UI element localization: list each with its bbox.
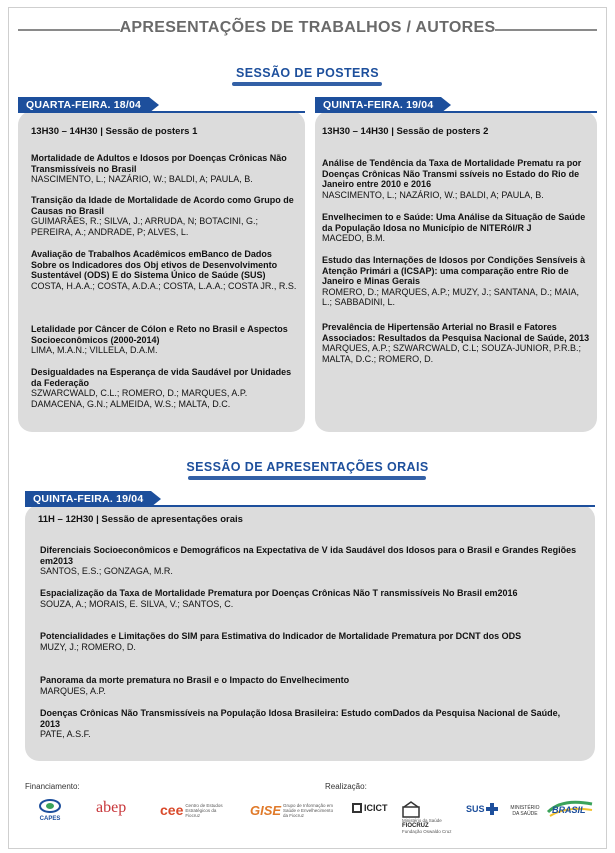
entry-authors: PATE, A.S.F.: [40, 729, 91, 740]
financiamento-label: Financiamento:: [25, 782, 80, 791]
entry-authors: NASCIMENTO, L.; NAZÁRIO, W.; BALDI, A; PAULA, B.: [31, 174, 253, 185]
session-heading-right: 13H30 – 14H30 | Sessão de posters 2: [322, 126, 489, 137]
entry-authors: ROMERO, D.; MARQUES, A.P.; MUZY, J.; SANTANA, D.; MAIA, L.; SABBADINI, L.: [322, 286, 580, 308]
fiocruz-logo-subtitle: Fundação Oswaldo Cruz: [402, 829, 452, 834]
entry-authors: SANTOS, E.S.; GONZAGA, M.R.: [40, 566, 173, 577]
gise-logo: [250, 803, 345, 818]
session-heading-left: 13H30 – 14H30 | Sessão de posters 1: [31, 126, 198, 137]
oral-entry: [40, 675, 580, 696]
entry-title: Envelhecimen to e Saúde: Uma Análise da Situação de Saúde da População Idosa no Município de NITERóI/R J: [322, 212, 586, 233]
entry-authors: LIMA, M.A.N.; VILLELA, D.A.M.: [31, 345, 158, 356]
entry-authors: SZWARCWALD, C.L.; ROMERO, D.; MARQUES, A.P. DAMACENA, G.N.; ALMEIDA, W.S.; MALTA, D.C.: [31, 388, 248, 409]
cee-logo-text: cee: [160, 802, 184, 818]
brasil-logo-text: BRASIL: [552, 805, 586, 815]
title-rule-right: [495, 29, 597, 31]
icict-mark-icon: [352, 803, 362, 813]
entry-authors: MACEDO, B.M.: [322, 233, 386, 244]
entry-authors: SOUZA, A.; MORAIS, E. SILVA, V.; SANTOS, C.: [40, 598, 234, 609]
capes-emblem-icon: [38, 798, 62, 814]
sus-logo-text: SUS: [466, 804, 485, 814]
poster-entry: [322, 322, 590, 364]
day-tag-right: QUINTA-FEIRA. 19/04: [315, 97, 441, 113]
ministerio-saude-logo: MINISTÉRIO DA SAÚDE: [510, 805, 540, 817]
brasil-logo: [546, 798, 594, 820]
poster-entry: [322, 158, 590, 200]
entry-title: Letalidade por Câncer de Cólon e Reto no Brasil e Aspectos Socioeconômicos (2000-2014): [31, 324, 288, 345]
entry-title: Desigualdades na Esperança de vida Saudável por Unidades da Federação: [31, 367, 292, 388]
day-tag-orais: QUINTA-FEIRA. 19/04: [25, 491, 151, 507]
poster-entry: [31, 153, 297, 185]
poster-entry: [322, 255, 590, 308]
entry-authors: GUIMARÃES, R.; SILVA, J.; ARRUDA, N; BOTACINI, G.; PEREIRA, A.; ANDRADE, P; ALVES, L.: [31, 216, 259, 237]
sus-logo: [466, 803, 498, 815]
oral-entry: [40, 631, 580, 652]
oral-entry: [40, 708, 580, 740]
poster-entry: [31, 249, 297, 291]
entry-authors: COSTA, H.A.A.; COSTA, A.D.A.; COSTA, L.A.A.; COSTA JR., R.S.: [31, 280, 297, 291]
entry-title: Estudo das Internações de Idosos por Condições Sensíveis à Atenção Primári a (ICSAP): uma comparação entre Rio de Janeiro e Minas Gerais: [322, 255, 586, 287]
icict-logo-text: ICICT: [363, 803, 388, 813]
abep-logo: abep: [96, 799, 127, 816]
entry-authors: MARQUES, A.P.: [40, 685, 106, 696]
gise-logo-subtitle: Grupo de Informação em Saúde e Envelhecimento da Fiocruz: [283, 803, 334, 818]
capes-logo: [33, 798, 67, 822]
fiocruz-logo-text: FIOCRUZ: [402, 822, 429, 829]
oral-entry: [40, 588, 580, 609]
posters-title-underline: [232, 82, 382, 86]
day-tag-left: QUARTA-FEIRA. 18/04: [18, 97, 149, 113]
poster-entry: [31, 367, 297, 409]
entry-title: Potencialidades e Limitações do SIM para Estimativa do Indicador de Mortalidade Prematura por DCNT dos ODS: [40, 631, 522, 641]
sus-cross-icon: [486, 803, 498, 815]
posters-section-title: SESSÃO DE POSTERS: [236, 66, 379, 80]
entry-title: Espacialização da Taxa de Mortalidade Prematura por Doenças Crônicas Não T ransmissíveis No Brasil em2016: [40, 588, 518, 598]
entry-title: Mortalidade de Adultos e Idosos por Doenças Crônicas Não Transmissíveis no Brasil: [31, 153, 287, 174]
day-rule-right: [315, 111, 597, 113]
cee-logo-subtitle: Centro de Estudos Estratégicos da Fiocruz: [185, 802, 223, 818]
entry-authors: MARQUES, A.P.; SZWARCWALD, C.L; SOUZA-JUNIOR, P.R.B.; MALTA, D.C.; ROMERO, D.: [322, 343, 582, 364]
realizacao-label: Realização:: [325, 782, 367, 791]
entry-title: Prevalência de Hipertensão Arterial no Brasil e Fatores Associados: Resultados da Pesquisa Nacional de Saúde, 2013: [322, 322, 590, 343]
entry-authors: MUZY, J.; ROMERO, D.: [40, 641, 136, 652]
entry-title: Análise de Tendência da Taxa de Mortalidade Prematu ra por Doenças Crônicas Não Transmi ssíveis no Estado do Rio de Janeiro entre 2010 e 2016: [322, 158, 582, 190]
poster-entry: [31, 195, 297, 237]
day-rule-left: [18, 111, 305, 113]
page-title: APRESENTAÇÕES DE TRABALHOS / AUTORES: [119, 19, 496, 36]
oral-entry: [40, 545, 580, 577]
icict-logo: [352, 803, 387, 813]
entry-title: Transição da Idade de Mortalidade de Acordo como Grupo de Causas no Brasil: [31, 195, 294, 216]
entry-authors: NASCIMENTO, L.; NAZÁRIO, W.; BALDI, A; PAULA, B.: [322, 189, 544, 200]
capes-logo-text: CAPES: [39, 816, 61, 822]
orais-title-underline: [188, 476, 426, 480]
entry-title: Panorama da morte prematura no Brasil e o Impacto do Envelhecimento: [40, 675, 350, 685]
fiocruz-ministry-text: Ministério da Saúde: [402, 818, 442, 823]
entry-title: Doenças Crônicas Não Transmissíveis na População Idosa Brasileira: Estudo comDados da Pesquisa Nacional de Saúde, 2013: [40, 708, 561, 729]
cee-logo: [160, 802, 240, 818]
orais-section-title: SESSÃO DE APRESENTAÇÕES ORAIS: [186, 460, 429, 474]
entry-title: Avaliação de Trabalhos Acadêmicos emBanco de Dados Sobre os Indicadores dos Obj etivos de Desenvolvimento Sustentável (ODS) E do Sistema Único de Saúde (SUS): [31, 249, 278, 281]
gise-logo-text: GISE: [250, 803, 282, 818]
day-rule-orais: [25, 505, 595, 507]
fiocruz-building-icon: [402, 800, 420, 818]
poster-entry: [31, 324, 297, 356]
poster-entry: [322, 212, 590, 244]
fiocruz-logo: [402, 800, 462, 835]
session-heading-orais: 11H – 12H30 | Sessão de apresentações orais: [38, 514, 243, 525]
entry-title: Diferenciais Socioeconômicos e Demográficos na Expectativa de V ida Saudável dos Idosos para o Brasil e Grandes Regiões em2013: [40, 545, 577, 566]
